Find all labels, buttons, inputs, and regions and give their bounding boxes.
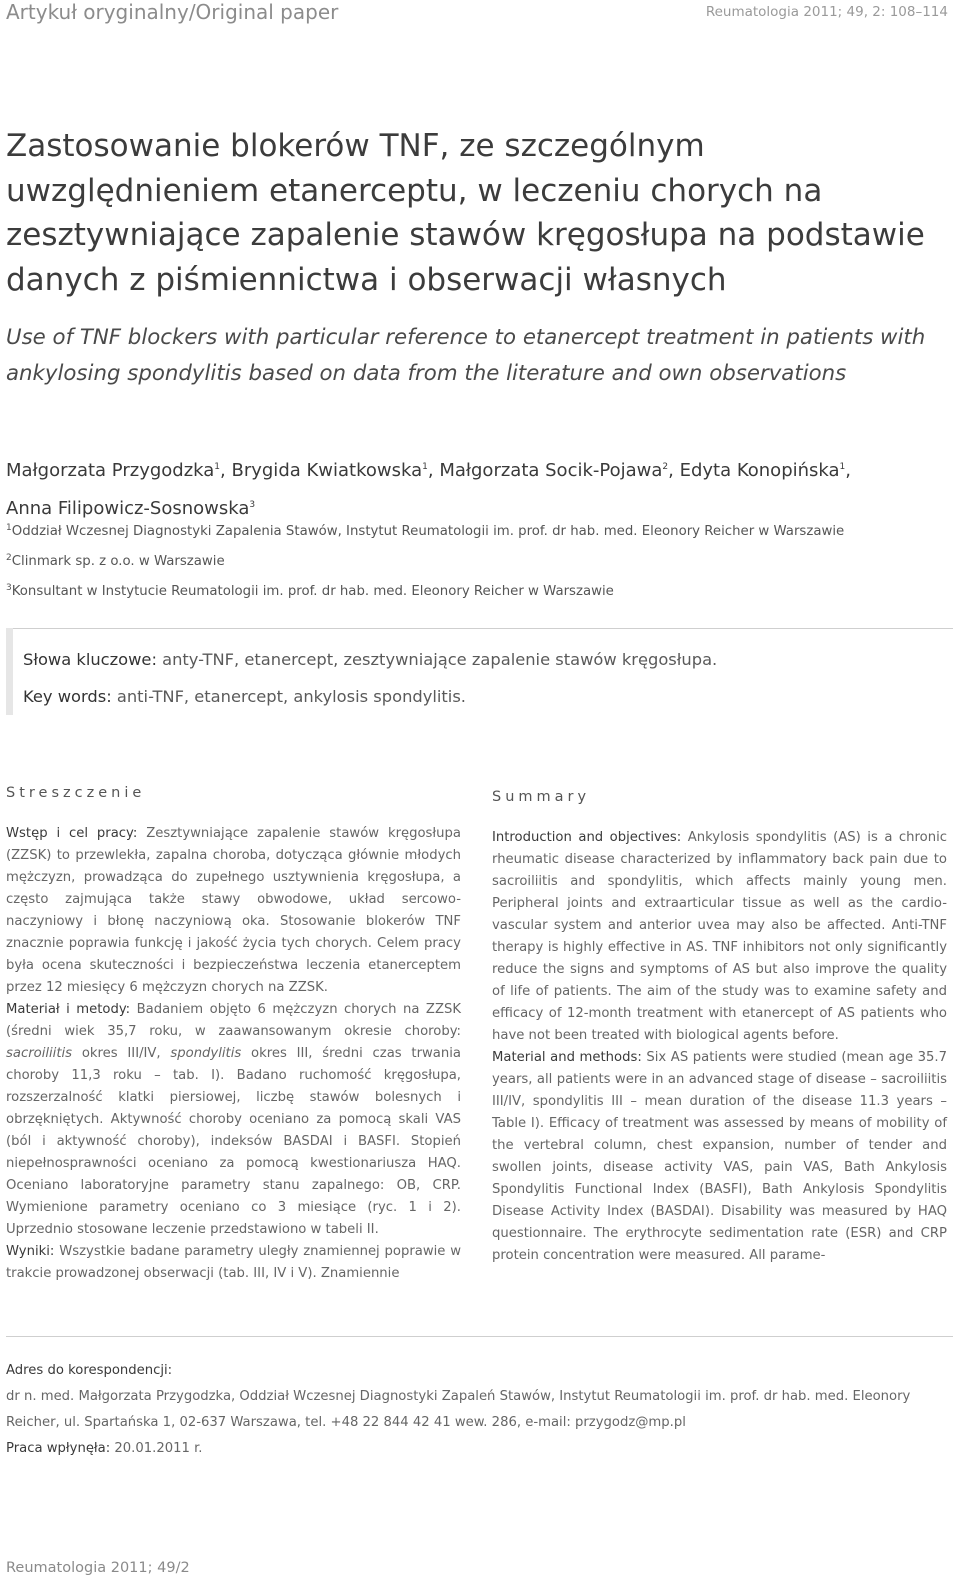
paragraph-label: Wyniki: — [6, 1244, 55, 1259]
author: Anna Filipowicz-Sosnowska$^3$ — [6, 498, 256, 519]
abstract-english — [492, 789, 947, 1267]
article-title-polish: Zastosowanie blokerów TNF, ze szczególnym uwzględnieniem etanerceptu, w leczeniu chorych na zesztywniające zapalenie stawów kręgosłupa na podstawie danych z piśmiennictwa i obserwacji własnych — [6, 128, 925, 298]
received-date: Praca wpłynęła: 20.01.2011 r. — [6, 1441, 203, 1456]
author: Małgorzata Socik-Pojawa$^2$, — [439, 460, 680, 481]
paragraph-label: Introduction and objectives: — [492, 830, 682, 845]
author: Brygida Kwiatkowska$^1$, — [231, 460, 440, 481]
keywords-accent-bar — [6, 628, 13, 715]
affiliation-list — [6, 515, 951, 605]
author: Małgorzata Przygodzka$^1$, — [6, 460, 232, 481]
keywords-box — [6, 628, 953, 715]
paragraph-label: Materiał i metody: — [6, 1002, 131, 1017]
paragraph-label: Material and methods: — [492, 1050, 642, 1065]
page-footer: Reumatologia 2011; 49/2 — [6, 1560, 190, 1576]
correspondence-label: Adres do korespondencji: — [6, 1363, 173, 1378]
paragraph-label: Wstęp i cel pracy: — [6, 826, 138, 841]
keywords-polish: Słowa kluczowe: anty-TNF, etanercept, zesztywniające zapalenie stawów kręgosłupa. — [23, 650, 718, 669]
affiliation: $^3$Konsultant w Instytucie Reumatologii im. prof. dr hab. med. Eleonory Reicher w Warszawie — [6, 583, 614, 599]
abstract-heading: Streszczenie — [6, 785, 146, 801]
abstract-body: Introduction and objectives: Ankylosis spondylitis (AS) is a chronic rheumatic disease characterized by inflammatory back pain due to sacroiliitis and spondylitis, which affects mainly young men. Peripheral joints and extraarticular tissue as well as the cardio-vascular system and anterior uvea may also be affected. Anti-TNF therapy is highly effective in AS. TNF inhibitors not only significantly reduce the signs and symptoms of AS but also improve the quality of life of patients. The aim of the study was to examine safety and efficacy of 12-month treatment with etanercept of AS patients who have not been treated with biological agents before. Material and methods: Six AS patients were studied (mean age 35.7 years, all patients were in an advanced stage of disease – sacroiliitis III/IV, spondylitis III – mean duration of the disease 11.3 years – Table I). Efficacy of treatment was assessed by means of mobility of the vertebral column, chest expansion, number of tender and swollen joints, disease activity VAS, pain VAS, Bath Ankylosis Spondylitis Functional Index (BASFI), Bath Ankylosis Spondylitis Disease Activity Index (BASDAI). Disability was measured by HAQ questionnaire. The erythrocyte sedimentation rate (ESR) and CRP protein concentration were measured. All parame- — [492, 830, 947, 1263]
correspondence-address: dr n. med. Małgorzata Przygodzka, Oddział Wczesnej Diagnostyki Zapaleń Stawów, Instytut Reumatologii im. prof. dr hab. med. Eleonory Reicher, ul. Spartańska 1, 02-637 Warszawa, tel. +48 22 844 42 41 wew. 286, e-mail: przygodz@mp.pl — [6, 1389, 911, 1430]
abstract-polish — [6, 785, 461, 1285]
affiliation: $^2$Clinmark sp. z o.o. w Warszawie — [6, 553, 225, 569]
affiliation: $^1$Oddział Wczesnej Diagnostyki Zapalenia Stawów, Instytut Reumatologii im. prof. dr hab. med. Eleonory Reicher w Warszawie — [6, 523, 845, 539]
author: Edyta Konopińska$^1$, — [679, 460, 852, 481]
keywords-divider — [6, 628, 953, 629]
section-divider — [6, 1336, 953, 1337]
journal-citation: Reumatologia 2011; 49, 2: 108–114 — [705, 4, 948, 20]
article-title-english: Use of TNF blockers with particular reference to etanercept treatment in patients with ankylosing spondylitis based on data from the literature and own observations — [6, 325, 926, 386]
section-label: Artykuł oryginalny/Original paper — [6, 0, 339, 24]
abstract-heading: Summary — [492, 789, 591, 805]
keywords-english: Key words: anti-TNF, etanercept, ankylosis spondylitis. — [23, 687, 466, 706]
correspondence-block — [6, 1358, 951, 1462]
abstract-body: Wstęp i cel pracy: Zesztywniające zapalenie stawów kręgosłupa (ZZSK) to przewlekła, zapalna choroba, dotycząca głównie młodych mężczyzn, prowadząca do zupełnego usztywnienia kręgosłupa, a często zajmująca także stawy obwodowe, układ sercowo-naczyniowy i błonę naczyniową oka. Stosowanie blokerów TNF znacznie poprawia funkcję i jakość życia tych chorych. Celem pracy była ocena skuteczności i bezpieczeństwa leczenia etanerceptem przez 12 miesięcy 6 mężczyzn chorych na ZZSK. Materiał i metody: Badaniem objęto 6 mężczyzn chorych na ZZSK (średni wiek 35,7 roku, w zaawansowanym okresie choroby: sacroiliitis okres III/IV, spondylitis okres III, średni czas trwania choroby 11,3 roku – tab. I). Badano ruchomość kręgosłupa, rozszerzalność klatki piersiowej, liczbę stawów bolesnych i obrzękniętych. Aktywność choroby oceniano za pomocą skali VAS (ból i aktywność choroby), indeksów BASDAI i BASFI. Stopień niepełnosprawności oceniano za pomocą kwestionariusza HAQ. Oceniano laboratoryjne parametry stanu zapalnego: OB, CRP. Wymienione parametry oceniano co 3 miesiące (ryc. 1 i 2). Uprzednio stosowane leczenie przedstawiono w tabeli II. Wyniki: Wszystkie badane parametry uległy znamiennej poprawie w trakcie prowadzonej obserwacji (tab. III, IV i V). Znamiennie — [6, 826, 461, 1281]
